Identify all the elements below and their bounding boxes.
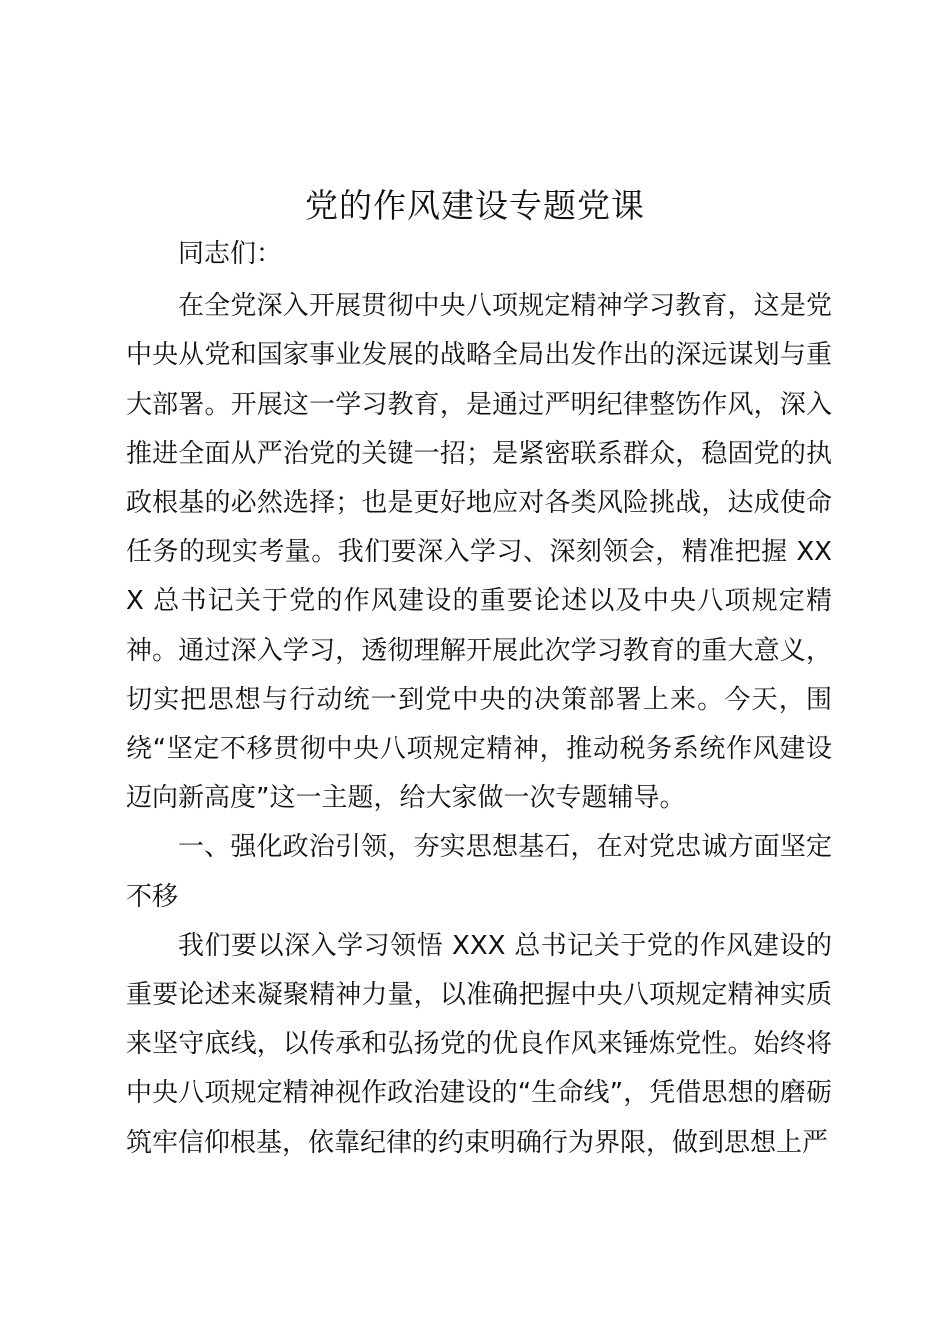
intro-paragraph: 在全党深入开展贯彻中央八项规定精神学习教育，这是党中央从党和国家事业发展的战略全局出发作出的深远谋划与重大部署。开展这一学习教育，是通过严明纪律整饬作风，深入推进全面从严治党的关键一招；是紧密联系群众，稳固党的执政根基的必然选择；也是更好地应对各类风险挑战，达成使命任务的现实考量。我们要深入学习、深刻领会，精准把握 XXX 总书记关于党的作风建设的重要论述以及中央八项规定精神。通过深入学习，透彻理解开展此次学习教育的重大意义，切实把思想与行动统一到党中央的决策部署上来。今天，围绕“坚定不移贯彻中央八项规定精神，推动税务系统作风建设迈向新高度”这一主题，给大家做一次专题辅导。	[126, 291, 832, 814]
document-body	[126, 230, 832, 1168]
salutation: 同志们：	[178, 239, 283, 269]
section-heading: 一、强化政治引领，夯实思想基石，在对党忠诚方面坚定不移	[126, 832, 832, 912]
document-title: 党的作风建设专题党课	[305, 186, 645, 225]
section-paragraph: 我们要以深入学习领悟 XXX 总书记关于党的作风建设的重要论述来凝聚精神力量，以准确把握中央八项规定精神实质来坚守底线，以传承和弘扬党的优良作风来锤炼党性。始终将中央八项规定精神视作政治建设的“生命线”，凭借思想的磨砺筑牢信仰根基，依靠纪律的约束明确行为界限，做到思想上严	[126, 930, 832, 1158]
